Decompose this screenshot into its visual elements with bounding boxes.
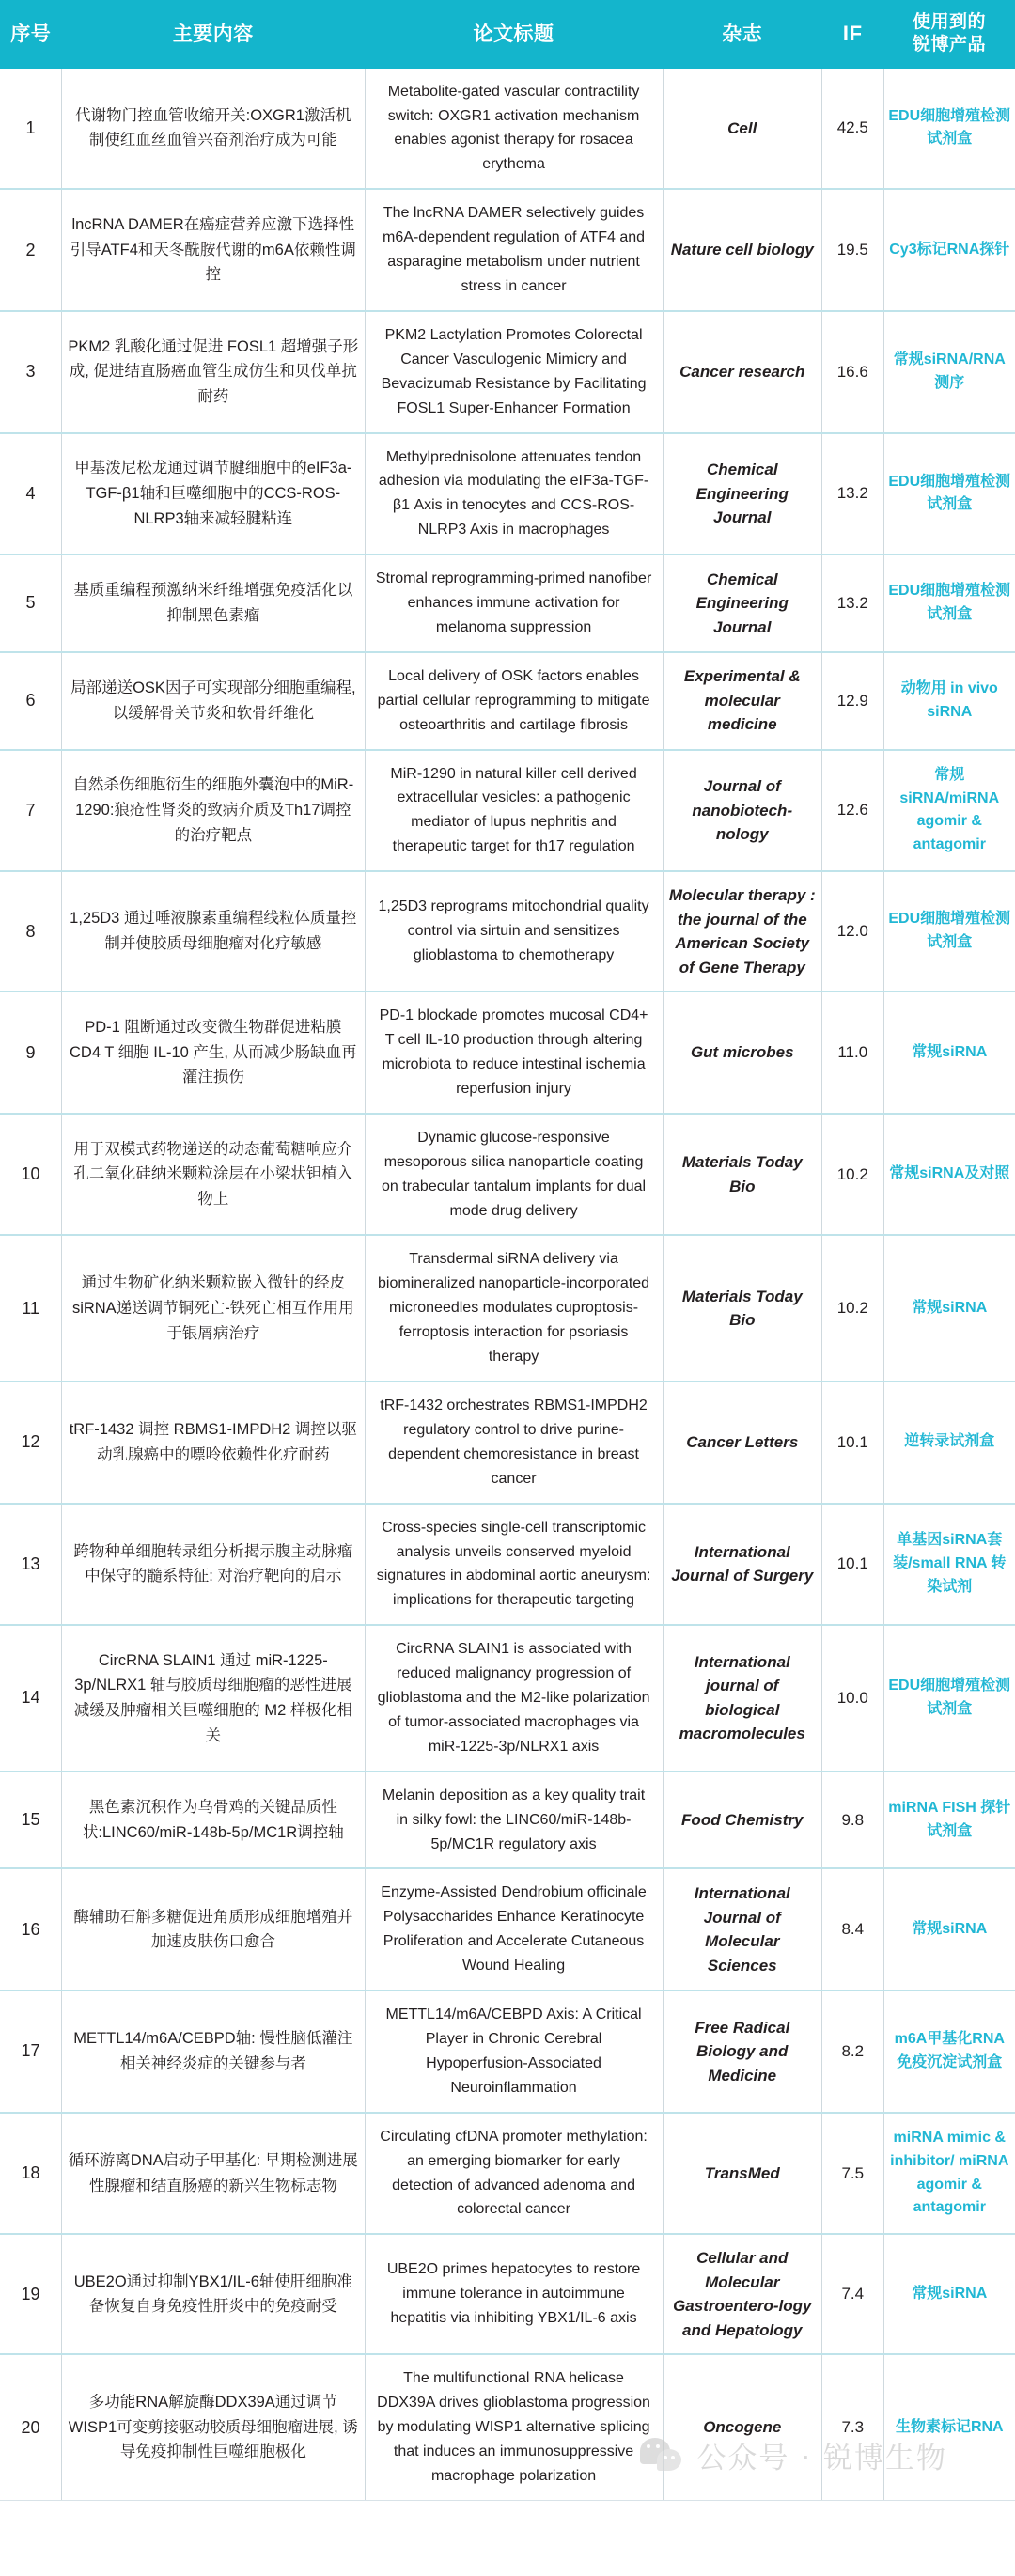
table-body	[0, 69, 1015, 2501]
row-journal: Chemical Engineering Journal	[663, 554, 821, 652]
row-impact-factor: 42.5	[821, 69, 883, 190]
row-main-content: 循环游离DNA启动子甲基化: 早期检测进展性腺瘤和结直肠癌的新兴生物标志物	[62, 2113, 365, 2235]
row-product: 动物用 in vivo siRNA	[883, 652, 1015, 750]
row-main-content: UBE2O通过抑制YBX1/IL-6轴使肝细胞准备恢复自身免疫性肝炎中的免疫耐受	[62, 2234, 365, 2354]
row-journal: Free Radical Biology and Medicine	[663, 1991, 821, 2113]
row-index: 4	[0, 433, 62, 555]
row-paper-title: Circulating cfDNA promoter methylation: an emerging biomarker for early detection of advanced adenoma and colorectal cancer	[365, 2113, 663, 2235]
row-product: EDU细胞增殖检测试剂盒	[883, 554, 1015, 652]
row-index: 15	[0, 1772, 62, 1869]
row-journal: Cancer research	[663, 311, 821, 433]
row-main-content: 通过生物矿化纳米颗粒嵌入微针的经皮siRNA递送调节铜死亡-铁死亡相互作用用于银屑病治疗	[62, 1235, 365, 1382]
table-header	[0, 0, 1015, 69]
table-row	[0, 1991, 1015, 2113]
column-header-content: 主要内容	[62, 0, 365, 69]
row-journal: TransMed	[663, 2113, 821, 2235]
table-row	[0, 871, 1015, 991]
row-impact-factor: 10.2	[821, 1114, 883, 1236]
row-journal: International Journal of Molecular Sciences	[663, 1868, 821, 1991]
row-product: miRNA FISH 探针试剂盒	[883, 1772, 1015, 1869]
table-row	[0, 991, 1015, 1114]
row-impact-factor: 11.0	[821, 991, 883, 1114]
row-product: 常规siRNA	[883, 1868, 1015, 1991]
row-journal: Gut microbes	[663, 991, 821, 1114]
row-main-content: tRF-1432 调控 RBMS1-IMPDH2 调控以驱动乳腺癌中的嘌呤依赖性化疗耐药	[62, 1382, 365, 1504]
row-impact-factor: 19.5	[821, 189, 883, 311]
row-product: 逆转录试剂盒	[883, 1382, 1015, 1504]
row-main-content: 1,25D3 通过唾液腺素重编程线粒体质量控制并使胶质母细胞瘤对化疗敏感	[62, 871, 365, 991]
row-paper-title: Cross-species single-cell transcriptomic analysis unveils conserved myeloid signatures in abdominal aortic aneurysm: implications for therapeutic targeting	[365, 1504, 663, 1626]
row-paper-title: tRF-1432 orchestrates RBMS1-IMPDH2 regulatory control to drive purine-dependent chemoresistance in breast cancer	[365, 1382, 663, 1504]
table-row	[0, 1625, 1015, 1772]
row-impact-factor: 16.6	[821, 311, 883, 433]
row-journal: Materials Today Bio	[663, 1235, 821, 1382]
row-paper-title: PD-1 blockade promotes mucosal CD4+ T cell IL-10 production through altering microbiota to reduce intestinal ischemia reperfusion injury	[365, 991, 663, 1114]
row-product: EDU细胞增殖检测试剂盒	[883, 1625, 1015, 1772]
row-main-content: 局部递送OSK因子可实现部分细胞重编程, 以缓解骨关节炎和软骨纤维化	[62, 652, 365, 750]
row-main-content: 酶辅助石斛多糖促进角质形成细胞增殖并加速皮肤伤口愈合	[62, 1868, 365, 1991]
row-product: EDU细胞增殖检测试剂盒	[883, 871, 1015, 991]
row-paper-title: UBE2O primes hepatocytes to restore immune tolerance in autoimmune hepatitis via inhibiting YBX1/IL-6 axis	[365, 2234, 663, 2354]
row-impact-factor: 7.3	[821, 2354, 883, 2500]
table-row	[0, 652, 1015, 750]
row-paper-title: 1,25D3 reprograms mitochondrial quality control via sirtuin and sensitizes glioblastoma to chemotherapy	[365, 871, 663, 991]
row-index: 17	[0, 1991, 62, 2113]
table-row	[0, 311, 1015, 433]
row-impact-factor: 8.4	[821, 1868, 883, 1991]
row-paper-title: PKM2 Lactylation Promotes Colorectal Cancer Vasculogenic Mimicry and Bevacizumab Resistance by Facilitating FOSL1 Super-Enhancer Formation	[365, 311, 663, 433]
row-impact-factor: 9.8	[821, 1772, 883, 1869]
row-index: 16	[0, 1868, 62, 1991]
row-index: 18	[0, 2113, 62, 2235]
row-product: miRNA mimic & inhibitor/ miRNA agomir & antagomir	[883, 2113, 1015, 2235]
row-product: m6A甲基化RNA免疫沉淀试剂盒	[883, 1991, 1015, 2113]
row-journal: International Journal of Surgery	[663, 1504, 821, 1626]
row-paper-title: Melanin deposition as a key quality trait in silky fowl: the LINC60/miR-148b-5p/MC1R regulatory axis	[365, 1772, 663, 1869]
row-paper-title: The multifunctional RNA helicase DDX39A drives glioblastoma progression by modulating WISP1 alternative splicing that induces an immunosuppressive macrophage polarization	[365, 2354, 663, 2500]
column-header-title: 论文标题	[365, 0, 663, 69]
row-impact-factor: 10.1	[821, 1382, 883, 1504]
row-journal: Experimental & molecular medicine	[663, 652, 821, 750]
table-header-row	[0, 0, 1015, 69]
table-row	[0, 1382, 1015, 1504]
row-main-content: PD-1 阻断通过改变微生物群促进粘膜 CD4 T 细胞 IL-10 产生, 从而减少肠缺血再灌注损伤	[62, 991, 365, 1114]
table-row	[0, 2354, 1015, 2500]
row-main-content: METTL14/m6A/CEBPD轴: 慢性脑低灌注相关神经炎症的关键参与者	[62, 1991, 365, 2113]
row-impact-factor: 7.4	[821, 2234, 883, 2354]
row-index: 7	[0, 750, 62, 872]
watermark-text: 公众号 · 锐博生物	[696, 2441, 947, 2475]
column-header-product-line2: 锐博产品	[913, 35, 987, 55]
table-row	[0, 1114, 1015, 1236]
row-product: EDU细胞增殖检测试剂盒	[883, 433, 1015, 555]
row-product: 常规siRNA及对照	[883, 1114, 1015, 1236]
row-product: 常规siRNA/miRNA agomir & antagomir	[883, 750, 1015, 872]
row-main-content: 多功能RNA解旋酶DDX39A通过调节WISP1可变剪接驱动胶质母细胞瘤进展, 诱导免疫抑制性巨噬细胞极化	[62, 2354, 365, 2500]
row-index: 20	[0, 2354, 62, 2500]
row-product: 常规siRNA	[883, 2234, 1015, 2354]
row-product: Cy3标记RNA探针	[883, 189, 1015, 311]
table-row	[0, 554, 1015, 652]
row-index: 14	[0, 1625, 62, 1772]
row-index: 19	[0, 2234, 62, 2354]
row-paper-title: Local delivery of OSK factors enables partial cellular reprogramming to mitigate osteoarthritis and cartilage fibrosis	[365, 652, 663, 750]
row-journal: Nature cell biology	[663, 189, 821, 311]
column-header-product	[883, 0, 1015, 69]
row-journal: Journal of nanobiotech-nology	[663, 750, 821, 872]
row-index: 6	[0, 652, 62, 750]
row-index: 11	[0, 1235, 62, 1382]
row-main-content: lncRNA DAMER在癌症营养应激下选择性引导ATF4和天冬酰胺代谢的m6A依赖性调控	[62, 189, 365, 311]
row-index: 12	[0, 1382, 62, 1504]
table-row	[0, 1235, 1015, 1382]
row-journal: Cellular and Molecular Gastroentero-logy and Hepatology	[663, 2234, 821, 2354]
row-main-content: 跨物种单细胞转录组分析揭示腹主动脉瘤中保守的髓系特征: 对治疗靶向的启示	[62, 1504, 365, 1626]
row-impact-factor: 10.1	[821, 1504, 883, 1626]
table-row	[0, 1504, 1015, 1626]
row-journal: Oncogene	[663, 2354, 821, 2500]
row-index: 13	[0, 1504, 62, 1626]
row-paper-title: CircRNA SLAIN1 is associated with reduced malignancy progression of glioblastoma and the M2-like polarization of tumor-associated macrophages via miR-1225-3p/NLRX1 axis	[365, 1625, 663, 1772]
row-paper-title: METTL14/m6A/CEBPD Axis: A Critical Player in Chronic Cerebral Hypoperfusion-Associated Neuroinflammation	[365, 1991, 663, 2113]
row-main-content: 甲基泼尼松龙通过调节腱细胞中的eIF3a-TGF-β1轴和巨噬细胞中的CCS-ROS-NLRP3轴来减轻腱粘连	[62, 433, 365, 555]
row-impact-factor: 10.2	[821, 1235, 883, 1382]
row-main-content: 黑色素沉积作为乌骨鸡的关键品质性状:LINC60/miR-148b-5p/MC1R调控轴	[62, 1772, 365, 1869]
row-impact-factor: 13.2	[821, 554, 883, 652]
row-main-content: CircRNA SLAIN1 通过 miR-1225-3p/NLRX1 轴与胶质母细胞瘤的恶性进展减缓及肿瘤相关巨噬细胞的 M2 样极化相关	[62, 1625, 365, 1772]
row-product: 生物素标记RNA	[883, 2354, 1015, 2500]
column-header-if: IF	[821, 0, 883, 69]
table-row	[0, 189, 1015, 311]
row-product: 常规siRNA	[883, 991, 1015, 1114]
row-impact-factor: 8.2	[821, 1991, 883, 2113]
row-impact-factor: 7.5	[821, 2113, 883, 2235]
row-paper-title: Stromal reprogramming-primed nanofiber enhances immune activation for melanoma suppression	[365, 554, 663, 652]
table-row	[0, 2113, 1015, 2235]
row-index: 10	[0, 1114, 62, 1236]
row-impact-factor: 10.0	[821, 1625, 883, 1772]
row-main-content: PKM2 乳酸化通过促进 FOSL1 超增强子形成, 促进结直肠癌血管生成仿生和贝伐单抗耐药	[62, 311, 365, 433]
row-index: 3	[0, 311, 62, 433]
column-header-no: 序号	[0, 0, 62, 69]
row-journal: Cancer Letters	[663, 1382, 821, 1504]
row-paper-title: Methylprednisolone attenuates tendon adhesion via modulating the eIF3a-TGF-β1 Axis in tenocytes and CCS-ROS-NLRP3 Axis in macrophages	[365, 433, 663, 555]
row-main-content: 用于双模式药物递送的动态葡萄糖响应介孔二氧化硅纳米颗粒涂层在小梁状钽植入物上	[62, 1114, 365, 1236]
table-row	[0, 1868, 1015, 1991]
row-paper-title: Transdermal siRNA delivery via biomineralized nanoparticle-incorporated microneedles modulates cuproptosis-ferroptosis interaction for psoriasis therapy	[365, 1235, 663, 1382]
table-row	[0, 2234, 1015, 2354]
table-row	[0, 433, 1015, 555]
row-paper-title: The lncRNA DAMER selectively guides m6A-dependent regulation of ATF4 and asparagine metabolism under nutrient stress in cancer	[365, 189, 663, 311]
row-paper-title: MiR-1290 in natural killer cell derived extracellular vesicles: a pathogenic mediator of lupus nephritis and therapeutic target for th17 regulation	[365, 750, 663, 872]
table-row	[0, 750, 1015, 872]
column-header-journal: 杂志	[663, 0, 821, 69]
row-impact-factor: 12.0	[821, 871, 883, 991]
row-journal: Food Chemistry	[663, 1772, 821, 1869]
row-paper-title: Enzyme-Assisted Dendrobium officinale Polysaccharides Enhance Keratinocyte Proliferation and Accelerate Cutaneous Wound Healing	[365, 1868, 663, 1991]
row-paper-title: Dynamic glucose-responsive mesoporous silica nanoparticle coating on trabecular tantalum implants for dual mode drug delivery	[365, 1114, 663, 1236]
row-main-content: 代谢物门控血管收缩开关:OXGR1激活机制使红血丝血管兴奋剂治疗成为可能	[62, 69, 365, 190]
column-header-product-line1: 使用到的	[913, 12, 987, 32]
row-product: 单基因siRNA套装/small RNA 转染试剂	[883, 1504, 1015, 1626]
row-journal: Cell	[663, 69, 821, 190]
row-impact-factor: 12.9	[821, 652, 883, 750]
row-product: 常规siRNA	[883, 1235, 1015, 1382]
row-impact-factor: 13.2	[821, 433, 883, 555]
row-product: EDU细胞增殖检测试剂盒	[883, 69, 1015, 190]
row-journal: Materials Today Bio	[663, 1114, 821, 1236]
row-journal: Molecular therapy : the journal of the American Society of Gene Therapy	[663, 871, 821, 991]
row-paper-title: Metabolite-gated vascular contractility switch: OXGR1 activation mechanism enables agonist therapy for rosacea erythema	[365, 69, 663, 190]
table-row	[0, 69, 1015, 190]
row-journal: Chemical Engineering Journal	[663, 433, 821, 555]
table-row	[0, 1772, 1015, 1869]
row-product: 常规siRNA/RNA测序	[883, 311, 1015, 433]
row-index: 8	[0, 871, 62, 991]
row-index: 1	[0, 69, 62, 190]
row-journal: International journal of biological macromolecules	[663, 1625, 821, 1772]
row-main-content: 基质重编程预激纳米纤维增强免疫活化以抑制黑色素瘤	[62, 554, 365, 652]
row-index: 2	[0, 189, 62, 311]
row-impact-factor: 12.6	[821, 750, 883, 872]
row-main-content: 自然杀伤细胞衍生的细胞外囊泡中的MiR-1290:狼疮性肾炎的致病介质及Th17调控的治疗靶点	[62, 750, 365, 872]
row-index: 9	[0, 991, 62, 1114]
row-index: 5	[0, 554, 62, 652]
